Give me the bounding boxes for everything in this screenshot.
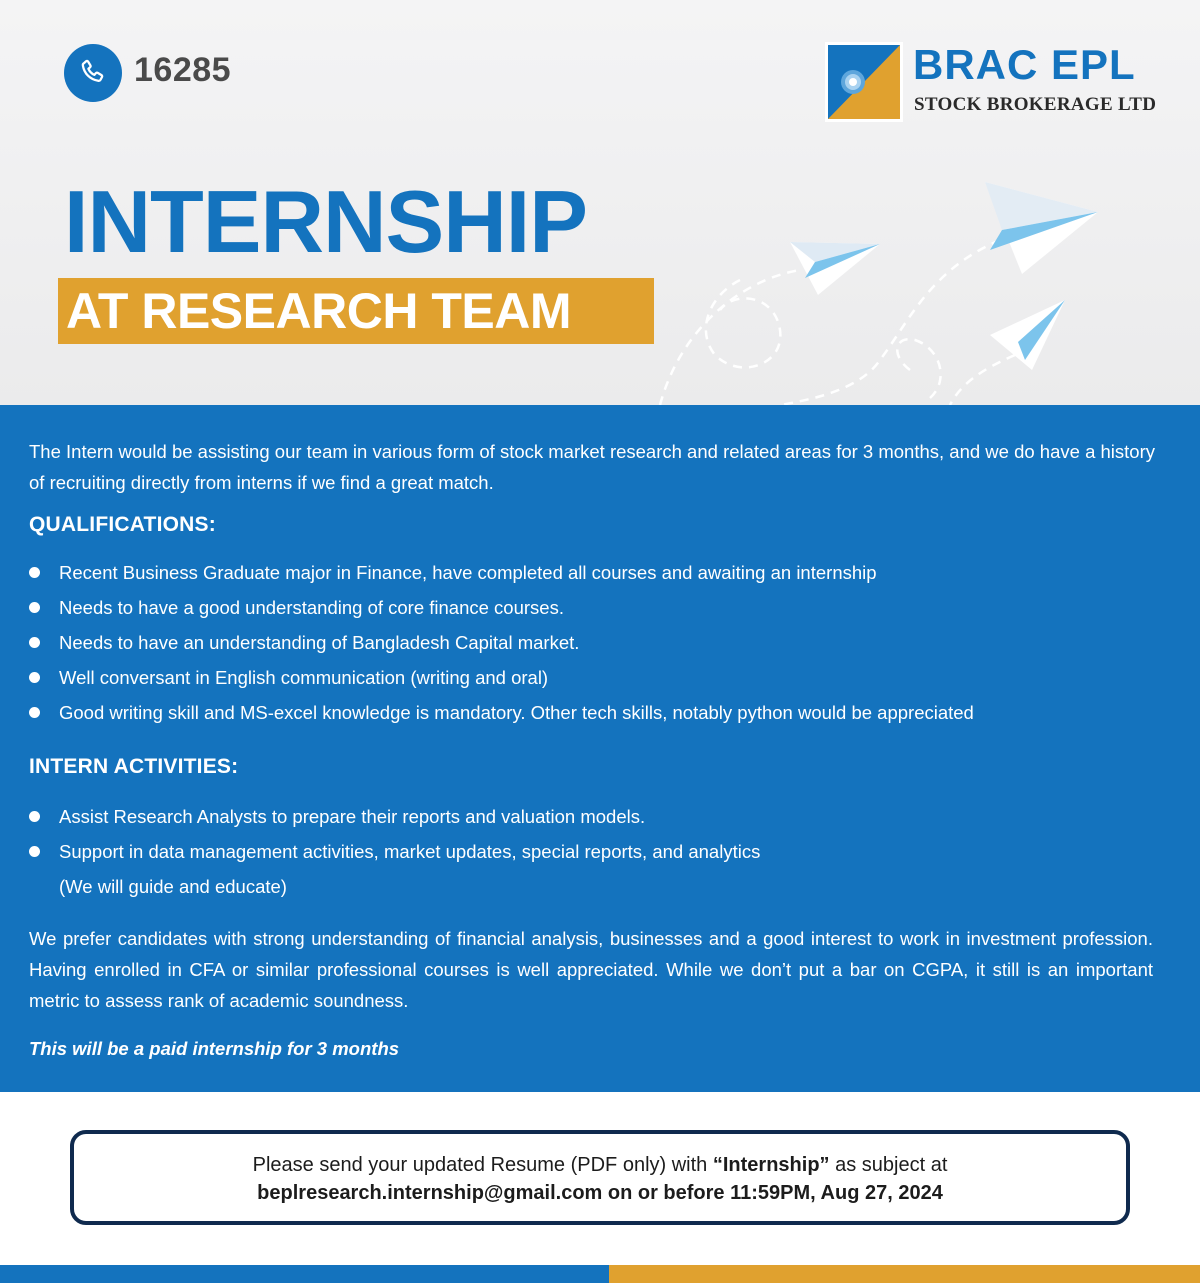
bullet-icon [29, 637, 40, 648]
bullet-icon [29, 811, 40, 822]
list-item-text: Needs to have a good understanding of core finance courses. [59, 597, 564, 618]
list-item [29, 555, 1179, 590]
list-item [29, 660, 1179, 695]
activities-heading: INTERN ACTIVITIES: [29, 755, 239, 778]
activities-list [29, 799, 1179, 869]
paper-plane-bottom [990, 300, 1065, 370]
bullet-icon [29, 707, 40, 718]
list-item-text: Needs to have an understanding of Bangladesh Capital market. [59, 632, 580, 653]
list-item-text: Good writing skill and MS-excel knowledge is mandatory. Other tech skills, notably python would be appreciated [59, 702, 974, 723]
brac-epl-logo-icon [825, 42, 903, 122]
hotline-number[interactable]: 16285 [134, 51, 232, 89]
phone-glyph [78, 58, 108, 88]
header-section [0, 0, 1200, 405]
application-email-deadline[interactable]: beplresearch.internship@gmail.com on or before 11:59PM, Aug 27, 2024 [257, 1182, 943, 1204]
list-item [29, 695, 1179, 730]
page-title: INTERNSHIP [64, 172, 587, 271]
list-item-text: Recent Business Graduate major in Finance, have completed all courses and awaiting an internship [59, 562, 877, 583]
paid-note: This will be a paid internship for 3 months [29, 1038, 400, 1059]
bullet-icon [29, 672, 40, 683]
job-description-section [0, 405, 1200, 1092]
list-item [29, 799, 1179, 834]
application-instructions-box [70, 1130, 1130, 1225]
footer-bar-gold [609, 1265, 1200, 1283]
list-item [29, 834, 1179, 869]
email-subject: “Internship” [712, 1154, 830, 1176]
bullet-icon [29, 602, 40, 613]
list-item-text: Well conversant in English communication (writing and oral) [59, 667, 549, 688]
qualifications-heading: QUALIFICATIONS: [29, 513, 216, 536]
bullet-icon [29, 567, 40, 578]
page-subtitle: AT RESEARCH TEAM [66, 283, 571, 339]
brand-name: BRAC EPL [913, 41, 1136, 88]
paper-plane-left [790, 242, 880, 295]
brand-subtitle: STOCK BROKERAGE LTD [914, 94, 1157, 115]
instruction-text: Please send your updated Resume (PDF only) with [252, 1154, 713, 1176]
footer-bar-blue [0, 1265, 609, 1283]
list-item-text: Support in data management activities, market updates, special reports, and analytics [59, 841, 761, 862]
qualifications-list [29, 555, 1179, 730]
phone-icon[interactable] [64, 44, 122, 102]
paper-plane-right [985, 182, 1098, 274]
application-instruction-line [74, 1151, 1126, 1179]
paper-planes-illustration [640, 170, 1140, 405]
intro-paragraph: The Intern would be assisting our team in various form of stock market research and related areas for 3 months, and we do have a history of recruiting directly from interns if we find a great match. [29, 441, 1155, 493]
activities-note: (We will guide and educate) [59, 876, 287, 897]
bullet-icon [29, 846, 40, 857]
list-item [29, 625, 1179, 660]
instruction-text-end: as subject at [829, 1154, 948, 1176]
list-item [29, 590, 1179, 625]
preference-paragraph: We prefer candidates with strong understanding of financial analysis, businesses and a good interest to work in investment profession. Having enrolled in CFA or similar professional courses is well appreciated. While we don’t put a bar on CGPA, it still is an important metric to assess rank of academic soundness. [29, 928, 1153, 1011]
list-item-text: Assist Research Analysts to prepare their reports and valuation models. [59, 806, 646, 827]
